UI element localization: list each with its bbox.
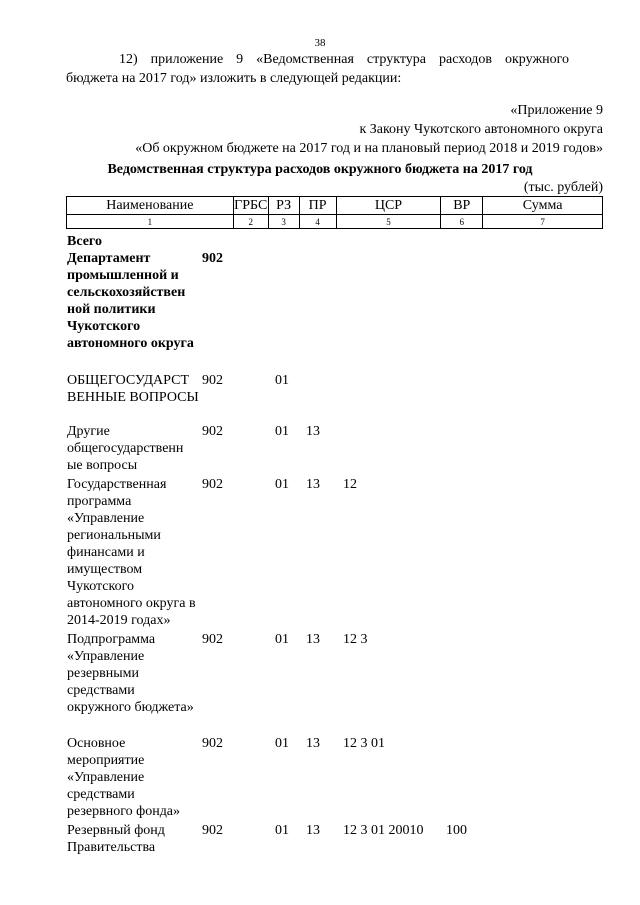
- row-grbs: 902: [202, 373, 223, 388]
- appendix-line-3: «Об окружном бюджете на 2017 год и на плановый период 2018 и 2019 годов»: [135, 141, 603, 156]
- row-rz: 01: [275, 823, 289, 838]
- col-number: 1: [67, 215, 234, 229]
- col-number: 4: [299, 215, 336, 229]
- row-rz: 01: [275, 373, 289, 388]
- row-grbs: 902: [202, 251, 223, 266]
- row-pr: 13: [306, 823, 320, 838]
- appendix-line-2: к Закону Чукотского автономного округа: [359, 122, 603, 137]
- appendix-header: [135, 101, 603, 158]
- row-pr: 13: [306, 632, 320, 647]
- col-header-csr: ЦСР: [336, 197, 441, 215]
- row-rz: 01: [275, 477, 289, 492]
- intro-paragraph: [66, 50, 569, 88]
- row-name: Всего: [67, 234, 102, 249]
- units-label: (тыс. рублей): [523, 180, 603, 195]
- row-grbs: 902: [202, 632, 223, 647]
- row-name: Основное мероприятие «Управление средствами резервного фонда»: [67, 736, 181, 819]
- intro-line-1: 12) приложение 9 «Ведомственная структура расходов окружного: [119, 52, 569, 67]
- row-pr: 13: [306, 477, 320, 492]
- col-number: 7: [483, 215, 603, 229]
- row-csr: 12: [343, 477, 357, 492]
- col-number: 2: [233, 215, 268, 229]
- column-headers: [67, 197, 603, 215]
- col-number: 6: [441, 215, 483, 229]
- col-header-sum: Сумма: [483, 197, 603, 215]
- col-number: 5: [336, 215, 441, 229]
- page-number: 38: [314, 37, 326, 49]
- row-csr: 12 3 01: [343, 736, 385, 751]
- row-rz: 01: [275, 424, 289, 439]
- row-grbs: 902: [202, 424, 223, 439]
- row-csr: 12 3: [343, 632, 368, 647]
- row-name: ОБЩЕГОСУДАРСТ ВЕННЫЕ ВОПРОСЫ: [67, 373, 199, 405]
- document-title: Ведомственная структура расходов окружного бюджета на 2017 год: [107, 162, 533, 177]
- col-header-pr: ПР: [299, 197, 336, 215]
- row-pr: 13: [306, 736, 320, 751]
- intro-line-2: бюджета на 2017 год» изложить в следующей редакции:: [66, 71, 402, 86]
- row-csr: 12 3 01 20010: [343, 823, 424, 838]
- row-rz: 01: [275, 632, 289, 647]
- col-header-rz: РЗ: [268, 197, 299, 215]
- row-grbs: 902: [202, 823, 223, 838]
- col-header-name: Наименование: [67, 197, 234, 215]
- col-header-vr: ВР: [441, 197, 483, 215]
- row-grbs: 902: [202, 736, 223, 751]
- row-rz: 01: [275, 736, 289, 751]
- row-pr: 13: [306, 424, 320, 439]
- appendix-line-1: «Приложение 9: [510, 103, 603, 118]
- column-numbers: [67, 215, 603, 229]
- row-grbs: 902: [202, 477, 223, 492]
- table-header: [66, 196, 603, 229]
- row-name: Департамент промышленной и сельскохозяйствен ной политики Чукотского автономного округа: [67, 251, 194, 351]
- row-name: Резервный фонд Правительства: [67, 823, 165, 855]
- col-header-grbs: ГРБС: [234, 197, 268, 213]
- col-number: 3: [268, 215, 299, 229]
- row-name: Государственная программа «Управление региональными финансами и имуществом Чукотского автономного округа в 2014-2019 годах»: [67, 477, 196, 628]
- row-name: Другие общегосударственн ые вопросы: [67, 424, 184, 473]
- row-name: Подпрограмма «Управление резервными средствами окружного бюджета»: [67, 632, 194, 715]
- row-vr: 100: [446, 823, 467, 838]
